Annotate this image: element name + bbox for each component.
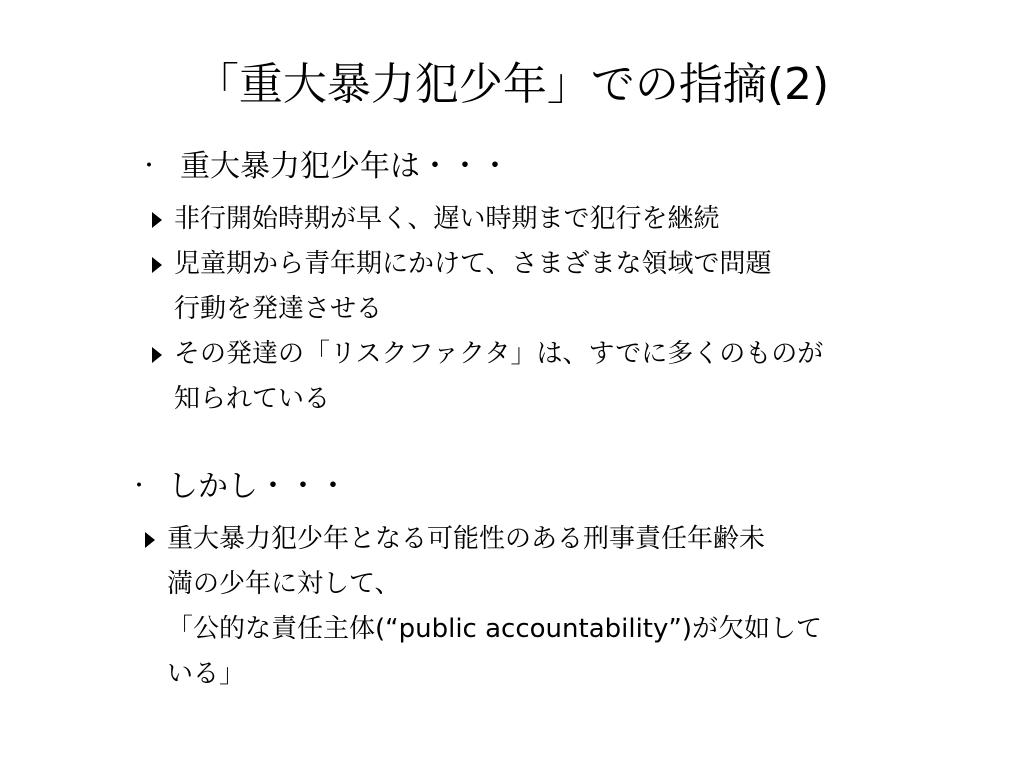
sub-bullet-line: 満の少年に対して、 — [167, 569, 401, 599]
sub-bullet-line: 行動を発達させる — [174, 294, 383, 324]
triangle-bullet-icon — [152, 257, 162, 273]
sub-bullet-4 — [145, 525, 822, 697]
sub-bullet-line: 非行開始時期が早く、遅い時期まで犯行を継続 — [174, 204, 720, 234]
bullet-section-2 — [128, 470, 348, 504]
sub-bullet-3 — [152, 340, 823, 422]
sub-bullet-line: 児童期から青年期にかけて、さまざまな領域で問題 — [174, 249, 772, 279]
sub-bullet-text — [174, 332, 823, 422]
sub-bullet-line: 重大暴力犯少年となる可能性のある刑事責任年齢未 — [167, 524, 766, 554]
bullet-section-1 — [138, 150, 510, 184]
bullet-dot-icon: ・ — [138, 154, 161, 179]
triangle-bullet-icon — [145, 532, 155, 548]
triangle-bullet-icon — [152, 347, 162, 363]
triangle-bullet-icon — [152, 212, 162, 228]
sub-bullet-text — [174, 197, 719, 242]
slide-title: 「重大暴力犯少年」での指摘(2) — [194, 59, 830, 110]
sub-bullet-line: その発達の「リスクファクタ」は、すでに多くのものが — [174, 339, 824, 369]
sub-bullet-text — [167, 517, 822, 697]
sub-bullet-line: 知られている — [174, 384, 331, 414]
sub-bullet-2 — [152, 250, 771, 332]
sub-bullet-line: いる」 — [167, 659, 246, 689]
sub-bullet-1 — [152, 205, 719, 242]
section-heading-1: 重大暴力犯少年は・・・ — [180, 149, 510, 184]
sub-bullet-line: 「公的な責任主体(“public accountability”)が欠如して — [167, 614, 822, 644]
bullet-dot-icon: ・ — [128, 474, 151, 499]
section-heading-2: しかし・・・ — [168, 469, 348, 504]
sub-bullet-text — [174, 242, 771, 332]
